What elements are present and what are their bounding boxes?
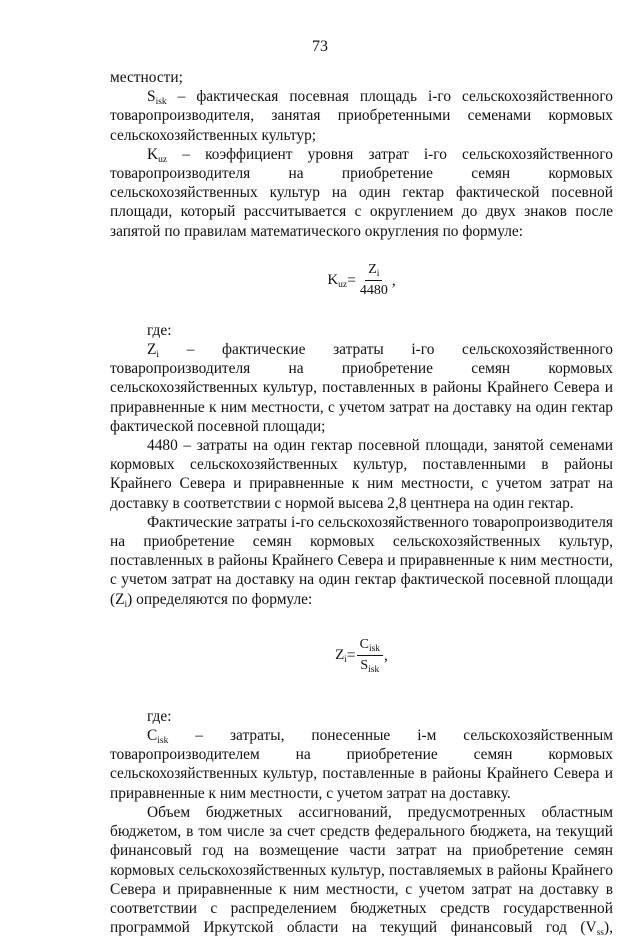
symbol-s: S	[147, 88, 156, 106]
page-number: 73	[312, 38, 328, 55]
subscript-uz: uz	[158, 154, 168, 165]
definition-cisk	[110, 726, 613, 803]
subscript-isk: isk	[155, 97, 167, 108]
formula-comma: ,	[384, 647, 388, 665]
symbol-z: Z	[147, 341, 157, 359]
fraction	[357, 261, 391, 300]
denominator: 4480	[359, 283, 388, 299]
formula-zi	[110, 621, 613, 691]
fraction	[357, 636, 383, 675]
formula-lhs: $Z_i$	[335, 647, 347, 666]
definition-text: – коэффициент уровня затрат i-го сельскохозяйственного товаропроизводителя на приобретение семян кормовых сельскохозяйственных культур на один гектар фактической посевной площади, который рассчитывается с округлением до двух знаков после запятой по правилам математического округления по формуле:	[110, 145, 613, 240]
definition-kuz	[110, 145, 613, 241]
numerator: $Z_i$	[365, 261, 382, 281]
equals-sign: =	[346, 647, 356, 665]
denominator: $S_{isk}$	[360, 658, 380, 676]
definition-text: – фактические затраты i-го сельскохозяйственного товаропроизводителя на приобретение семян кормовых сельскохозяйственных культур, поставленных в районы Крайнего Севера и приравненные к ним местности, с учетом затрат на доставку на один гектар фактической посевной площади;	[110, 341, 613, 435]
subscript-isk: isk	[157, 736, 169, 747]
formula-kuz	[110, 249, 613, 313]
definition-4480: 4480 – затраты на один гектар посевной площади, занятой семенами кормовых сельскохозяйственных культур, поставленными в районы Крайнего Севера и приравненные к ним местности, с учетом затрат на доставку в соответствии с нормой высева 2,8 центнера на один гектар.	[110, 437, 613, 512]
paragraph-actual-costs: Фактические затраты i-го сельскохозяйственного товаропроизводителя на приобретение семян кормовых сельскохозяйственных культур, поставленных в районы Крайнего Севера и приравненные к ним местности, с учетом затрат на доставку на один гектар фактической посевной площади $(Z_i)$ определяются по формуле:	[110, 513, 613, 610]
subscript-i: i	[156, 350, 160, 361]
definition-zi	[110, 340, 613, 436]
where-label: где:	[147, 707, 172, 725]
numerator: $C_{isk}$	[357, 636, 383, 656]
where-label: где:	[147, 321, 172, 339]
definition-sisk	[110, 87, 613, 145]
paragraph-budget: Объем бюджетных ассигнований, предусмотренных областным бюджетом, в том числе за счет средств федерального бюджета, на текущий финансовый год на возмещение части затрат на приобретение семян кормовых сельскохозяйственных культур, поставляемых в районы Крайнего Севера и приравненные к ним местности, с учетом затрат на доставку в соответствии с распределением бюджетных средств государственной программой Иркутской области на текущий финансовый год $(V_{ss})$,	[110, 803, 613, 938]
formula-comma: ,	[391, 272, 396, 290]
formula-lhs: $K_{uz}$	[327, 272, 348, 291]
symbol-k: K	[147, 145, 159, 163]
symbol-c: C	[147, 727, 158, 745]
equals-sign: =	[347, 272, 356, 290]
definition-text: – затраты, понесенные i-м сельскохозяйственным товаропроизводителем на приобретение семян кормовых сельскохозяйственных культур, поставленные в районы Крайнего Севера и приравненные к ним местности, с учетом затрат на доставку.	[110, 727, 613, 802]
paragraph-continuation: местности;	[110, 69, 183, 86]
definition-text: – фактическая посевная площадь i-го сельскохозяйственного товаропроизводителя, занятая приобретенными семенами кормовых сельскохозяйственных культур;	[110, 88, 613, 144]
document-body	[110, 68, 613, 937]
